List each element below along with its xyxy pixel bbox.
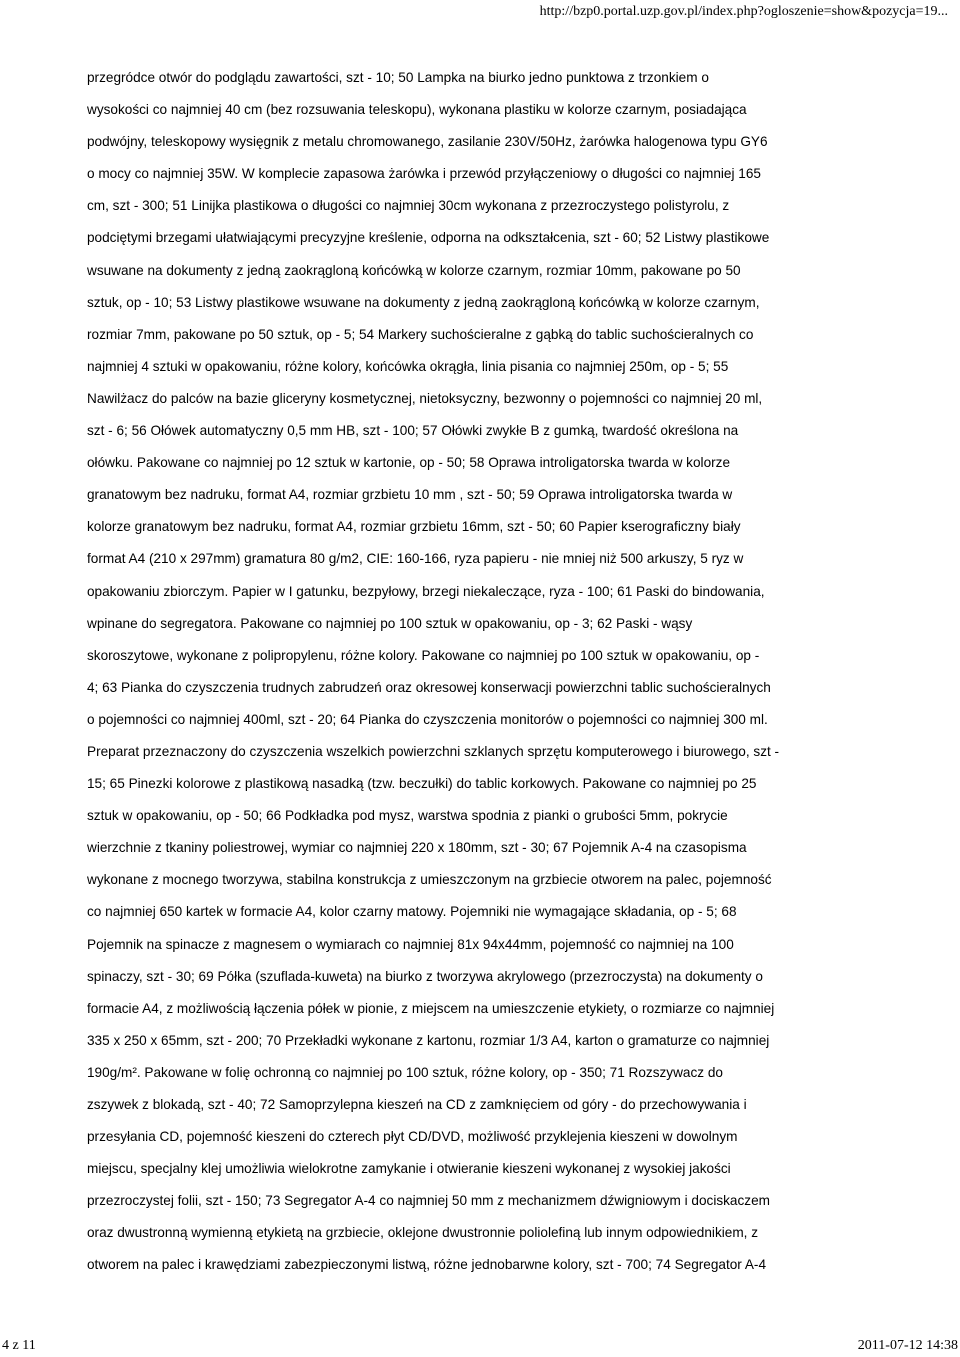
text-line: 15; 65 Pinezki kolorowe z plastikową nasadką (tzw. beczułki) do tablic korkowych. Pakowane co najmniej po 25 (87, 776, 757, 792)
text-line: sztuk w opakowaniu, op - 50; 66 Podkładka pod mysz, warstwa spodnia z pianki o grubości 5mm, pokrycie (87, 808, 728, 824)
text-line: formacie A4, z możliwością łączenia półek w pionie, z miejscem na umieszczenie etykiety, o rozmiarze co najmniej (87, 1000, 775, 1016)
text-line: co najmniej 650 kartek w formacie A4, kolor czarny matowy. Pojemniki nie wymagające składania, op - 5; 68 (87, 904, 737, 920)
text-line: Nawilżacz do palców na bazie gliceryny kosmetycznej, nietoksyczny, bezwonny o pojemności co najmniej 20 ml, (87, 390, 763, 406)
text-line: skoroszytowe, wykonane z polipropylenu, różne kolory. Pakowane co najmniej po 100 sztuk w opakowaniu, op - (87, 647, 760, 663)
text-line: cm, szt - 300; 51 Linijka plastikowa o długości co najmniej 30cm wykonana z przezroczystego polistyrolu, z (87, 198, 730, 214)
text-line: podciętymi brzegami ułatwiającymi precyzyjne kreślenie, odporna na odkształcenia, szt - 60; 52 Listwy plastikowe (87, 230, 770, 246)
document-body (87, 62, 902, 1282)
text-line: wysokości co najmniej 40 cm (bez rozsuwania teleskopu), wykonana plastiku w kolorze czarnym, posiadająca (87, 102, 747, 118)
text-line: opakowaniu zbiorczym. Papier w I gatunku, bezpyłowy, brzegi niekaleczące, ryza - 100; 61 Paski do bindowania, (87, 583, 765, 599)
print-header-url: http://bzp0.portal.uzp.gov.pl/index.php?ogloszenie=show&pozycja=19... (539, 4, 948, 19)
text-line: o pojemności co najmniej 400ml, szt - 20; 64 Pianka do czyszczenia monitorów o pojemności co najmniej 300 ml. (87, 711, 768, 727)
text-line: spinaczy, szt - 30; 69 Półka (szuflada-kuweta) na biurko z tworzywa akrylowego (przezroczysta) na dokumenty o (87, 968, 763, 984)
text-line: szt - 6; 56 Ołówek automatyczny 0,5 mm HB, szt - 100; 57 Ołówki zwykłe B z gumką, twardość określona na (87, 423, 739, 439)
text-line: wpinane do segregatora. Pakowane co najmniej po 100 sztuk w opakowaniu, op - 3; 62 Paski - wąsy (87, 615, 693, 631)
text-line: przesyłania CD, pojemność kieszeni do czterech płyt CD/DVD, możliwość przyklejenia kieszeni w dowolnym (87, 1129, 738, 1145)
text-line: 4; 63 Pianka do czyszczenia trudnych zabrudzeń oraz okresowej konserwacji powierzchni tablic suchościeralnych (87, 679, 771, 695)
text-line: Preparat przeznaczony do czyszczenia wszelkich powierzchni szklanych sprzętu komputerowego i biurowego, szt - (87, 743, 780, 759)
text-line: wykonane z mocnego tworzywa, stabilna konstrukcja z umieszczonym na grzbiecie otworem na palec, pojemność (87, 872, 772, 888)
text-line: przezroczystej folii, szt - 150; 73 Segregator A-4 co najmniej 50 mm z mechanizmem dźwigniowym i dociskaczem (87, 1193, 770, 1209)
text-line: o mocy co najmniej 35W. W komplecie zapasowa żarówka i przewód przyłączeniowy o długości co najmniej 165 (87, 166, 761, 182)
text-line: wierzchnie z tkaniny poliestrowej, wymiar co najmniej 220 x 180mm, szt - 30; 67 Pojemnik A-4 na czasopisma (87, 840, 747, 856)
text-line: otworem na palec i krawędziami zabezpieczonymi listwą, różne jednobarwne kolory, szt - 700; 74 Segregator A-4 (87, 1257, 767, 1273)
text-line: przegródce otwór do podglądu zawartości, szt - 10; 50 Lampka na biurko jedno punktowa z trzonkiem o (87, 70, 709, 85)
text-line: format A4 (210 x 297mm) gramatura 80 g/m2, CIE: 160-166, ryza papieru - nie mniej niż 500 arkuszy, 5 ryz w (87, 551, 744, 567)
text-line: rozmiar 7mm, pakowane po 50 sztuk, op - 5; 54 Markery suchościeralne z gąbką do tablic suchościeralnych co (87, 326, 754, 342)
text-line: miejscu, specjalny klej umożliwia wielokrotne zamykanie i otwieranie kieszeni wykonanej z wysokiej jakości (87, 1161, 731, 1177)
text-line: Pojemnik na spinacze z magnesem o wymiarach co najmniej 81x 94x44mm, pojemność co najmniej na 100 (87, 936, 734, 952)
text-line: najmniej 4 sztuki w opakowaniu, różne kolory, końcówka okrągła, linia pisania co najmniej 250m, op - 5; 55 (87, 358, 729, 374)
print-datetime: 2011-07-12 14:38 (857, 1338, 958, 1353)
page-number: 4 z 11 (2, 1338, 36, 1353)
text-line: granatowym bez nadruku, format A4, rozmiar grzbietu 10 mm , szt - 50; 59 Oprawa introligatorska twarda w (87, 487, 733, 503)
text-line: 190g/m². Pakowane w folię ochronną co najmniej po 100 sztuk, różne kolory, op - 350; 71 Rozszywacz do (87, 1064, 723, 1080)
text-line: wsuwane na dokumenty z jedną zaokrągloną końcówką w kolorze czarnym, rozmiar 10mm, pakowane po 50 (87, 262, 741, 278)
text-line: zszywek z blokadą, szt - 40; 72 Samoprzylepna kieszeń na CD z zamknięciem od góry - do przechowywania i (87, 1097, 747, 1112)
text-line: 335 x 250 x 65mm, szt - 200; 70 Przekładki wykonane z kartonu, rozmiar 1/3 A4, karton o gramaturze co najmniej (87, 1032, 770, 1048)
text-line: oraz dwustronną wymienną etykietą na grzbiecie, oklejone dwustronnie polioleﬁną lub innym odpowiednikiem, z (87, 1225, 758, 1241)
text-line: podwójny, teleskopowy wysięgnik z metalu chromowanego, zasilanie 230V/50Hz, żarówka halogenowa typu GY6 (87, 134, 768, 150)
text-line: sztuk, op - 10; 53 Listwy plastikowe wsuwane na dokumenty z jedną zaokrągloną końcówką w kolorze czarnym, (87, 294, 760, 310)
text-line: ołówku. Pakowane co najmniej po 12 sztuk w kartonie, op - 50; 58 Oprawa introligatorska twarda w kolorze (87, 455, 731, 471)
text-line: kolorze granatowym bez nadruku, format A4, rozmiar grzbietu 16mm, szt - 50; 60 Papier kserograficzny biały (87, 519, 741, 535)
